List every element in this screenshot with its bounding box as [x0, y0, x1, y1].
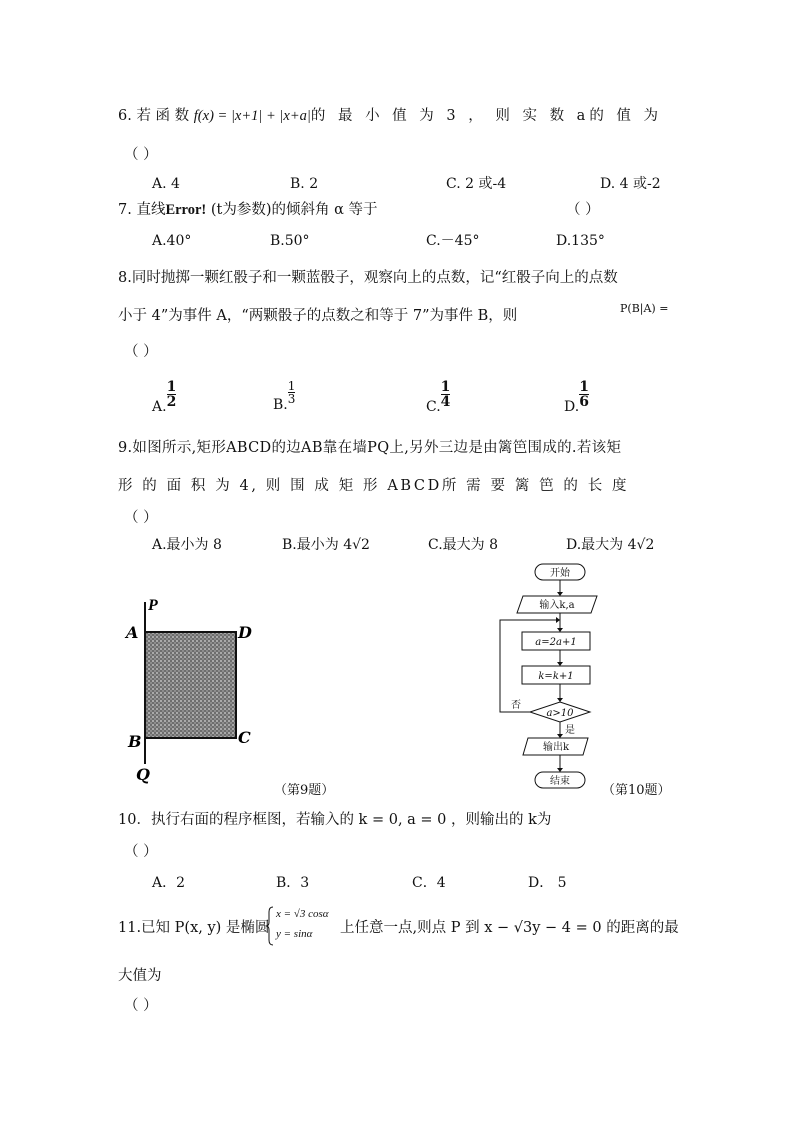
q11-brace — [266, 906, 274, 946]
q8-option-a-den: 2 — [166, 394, 177, 410]
q10-option-b: B．3 — [276, 875, 310, 891]
q10-option-c: C．4 — [412, 875, 446, 891]
q8-option-a-num: 1 — [166, 379, 177, 395]
q11-line2: 大值为 — [118, 968, 162, 984]
q7-option-d: D.135° — [556, 233, 605, 249]
label-a: A — [126, 623, 139, 642]
q9-option-b: B.最小为 4√2 — [282, 537, 370, 553]
q10-answer-paren: （ ） — [124, 844, 158, 860]
q9-option-a: A.最小为 8 — [152, 537, 222, 553]
q8-formula: P(B|A) = — [620, 302, 669, 315]
fenced-rectangle — [145, 632, 236, 738]
q6-option-a: A. 4 — [152, 176, 180, 192]
q8-option-c-letter: C. — [426, 398, 441, 415]
flow-yes-label: 是 — [565, 725, 575, 736]
q6-prefix: 6. 若 函 数 — [118, 108, 194, 124]
flow-step1-label: a=2a+1 — [535, 637, 577, 648]
q8-option-d-num: 1 — [579, 379, 589, 395]
q8-option-d-fraction — [579, 380, 589, 409]
q7-option-a: A.40° — [152, 233, 192, 249]
q10-figure-caption: （第10题） — [602, 783, 671, 798]
q8-option-b-den: 3 — [287, 392, 296, 406]
q6-answer-paren: （ ） — [124, 147, 158, 163]
q6-option-d: D. 4 或-2 — [600, 176, 661, 192]
q10-option-d: D． 5 — [528, 875, 567, 891]
q8-option-c-den: 4 — [440, 394, 451, 410]
q8-option-c-fraction — [441, 380, 451, 409]
q8-option-c-num: 1 — [440, 379, 451, 395]
q9-option-c: C.最大为 8 — [428, 537, 499, 553]
flow-output-label: 输出k — [542, 742, 570, 753]
q8-option-b-num: 1 — [287, 379, 296, 393]
label-c: C — [238, 728, 251, 747]
q7-answer-paren: （ ） — [566, 202, 600, 218]
q6-suffix: 的 最 小 值 为 3 ， 则 实 数 a的 值 为 — [310, 108, 663, 124]
q9-answer-paren: （ ） — [124, 510, 158, 526]
q8-line1: 8.同时抛掷一颗红骰子和一颗蓝骰子，观察向上的点数，记“红骰子向上的点数 — [118, 270, 618, 286]
label-b: B — [128, 732, 142, 751]
q9-figure-caption: （第9题） — [274, 783, 335, 798]
q9-option-d: D.最大为 4√2 — [566, 537, 655, 553]
flow-step2-label: k=k+1 — [538, 671, 574, 682]
q11-sys2: y = sinα — [276, 928, 313, 940]
q7-stem — [118, 200, 378, 220]
q8-option-a — [152, 379, 177, 415]
q8-option-a-letter: A. — [152, 398, 167, 415]
q7-text-a: 7. 直线 — [118, 202, 166, 218]
q7-error: Error! — [165, 202, 207, 218]
q6-formula: f(x) = |x+1| + |x+a| — [193, 108, 311, 124]
q7-text-b: (t为参数)的倾斜角 α 等于 — [206, 202, 378, 218]
q8-option-b — [273, 379, 296, 413]
label-d: D — [238, 623, 252, 642]
flow-end-label: 结束 — [550, 776, 570, 787]
q9-figure — [120, 592, 260, 784]
q7-option-c: C.－45° — [426, 233, 480, 249]
q8-option-d — [564, 379, 589, 415]
label-p: P — [148, 597, 158, 614]
q8-line2-text: 小于 4”为事件 A，“两颗骰子的点数之和等于 7”为事件 B，则 — [118, 308, 518, 324]
q6-stem — [118, 106, 662, 126]
q8-line2 — [118, 306, 517, 326]
q8-option-d-letter: D. — [564, 398, 580, 415]
q9-line2: 形 的 面 积 为 4, 则 围 成 矩 形 ABCD所 需 要 篱 笆 的 长 度 — [118, 478, 630, 494]
flow-start-label: 开始 — [550, 568, 570, 579]
q7-option-b: B.50° — [270, 233, 310, 249]
q8-option-b-fraction — [288, 380, 296, 405]
q8-answer-paren: （ ） — [124, 344, 158, 360]
q11-answer-paren: （ ） — [124, 998, 158, 1014]
flow-cond-label: a>10 — [546, 708, 574, 719]
q11-sys1: x = √3 cosα — [276, 908, 329, 920]
q9-line1: 9.如图所示,矩形ABCD的边AB靠在墙PQ上,另外三边是由篱笆围成的.若该矩 — [118, 440, 622, 456]
q10-stem: 10．执行右面的程序框图，若输入的 k = 0, a = 0 ，则输出的 k为 — [118, 812, 552, 828]
q11-text-a: 11.已知 P(x, y) 是椭圆 — [118, 920, 270, 936]
q6-option-b: B. 2 — [290, 176, 319, 192]
q11-text-b: 上任意一点,则点 P 到 x − √3y − 4 = 0 的距离的最 — [340, 920, 679, 936]
q6-option-c: C. 2 或-4 — [446, 176, 507, 192]
q8-option-d-den: 6 — [579, 394, 589, 410]
q10-option-a: A．2 — [152, 875, 186, 891]
q8-option-b-letter: B. — [273, 396, 288, 413]
q8-option-c — [426, 379, 451, 415]
q8-option-a-fraction — [167, 380, 177, 409]
label-q: Q — [136, 765, 150, 784]
q10-flowchart — [490, 558, 690, 798]
flow-no-label: 否 — [511, 700, 521, 711]
flow-input-label: 输入k,a — [539, 600, 575, 611]
